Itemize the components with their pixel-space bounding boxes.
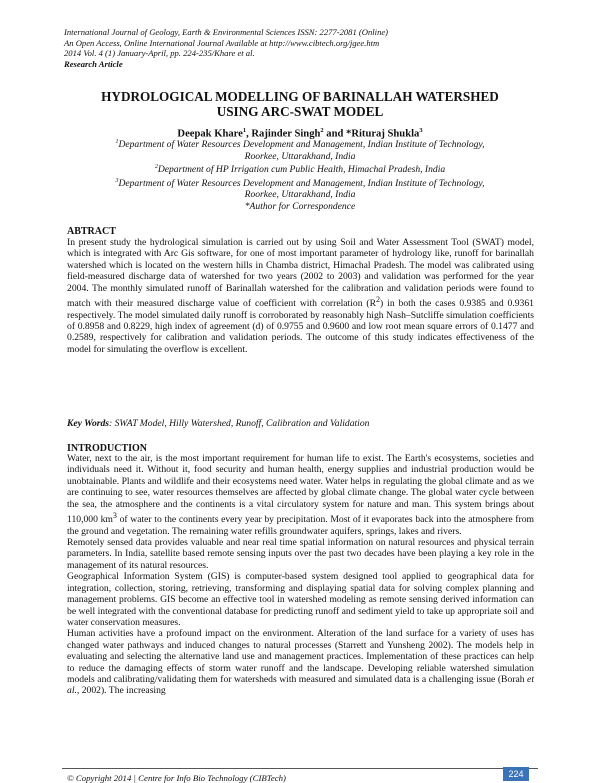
author-affil-mark: 3 xyxy=(419,127,423,134)
footer-divider xyxy=(62,768,538,769)
paragraph: Geographical Information System (GIS) is computer-based system designed tool applied to geographical data for integration, collection, storing, retrieving, transforming and displaying spatial data for solving complex planning and management problems. GIS become an effective tool in watershed modeling as remote sensing derived information can be well integrated with the conventional database for predicting runoff and sediment yield to take up appropriate soil and water conservation measures. xyxy=(67,571,534,628)
affil-mark: 1 xyxy=(115,139,119,145)
author-name: Deepak Khare xyxy=(177,128,243,140)
paragraph-text: 2002). The increasing xyxy=(79,685,166,697)
superscript: 2 xyxy=(376,295,381,305)
affiliation-3: Department of Water Resources Development and Management, Indian Institute of Technology, xyxy=(118,177,485,189)
journal-title: International Journal of Geology, Earth & Environmental Sciences ISSN: 2277-2081 (Online) xyxy=(64,27,389,37)
journal-volume: 2014 Vol. 4 (1) January-April, pp. 224-235/Khare et al. xyxy=(64,48,255,59)
affiliation-1: Department of Water Resources Development and Management, Indian Institute of Technology, xyxy=(118,139,485,151)
paragraph-emphasis: et al., xyxy=(67,673,534,697)
abstract-body xyxy=(67,237,534,355)
footer-copyright: © Copyright 2014 | Centre for Info Bio Technology (CIBTech) xyxy=(67,773,286,783)
author-separator: , xyxy=(246,128,252,140)
keywords-text: : SWAT Model, Hilly Watershed, Runoff, Calibration and Validation xyxy=(109,418,370,429)
page-number: 224 xyxy=(503,767,529,781)
article-type: Research Article xyxy=(64,58,123,69)
abstract-text: ) in both the cases 0.9385 and 0.9361 respectively. The model simulated daily runoff is corroborated by reasonably high Nash–Sutcliffe simulation coefficients of 0.8958 and 0.8229, high index of agreement (d) of 0.9755 and 0.9600 and low root mean square errors of 0.1477 and 0.2589, respectively for calibration and validation periods. The outcome of this study indicates effectiveness of the model for simulating the overflow is excellent. xyxy=(67,298,534,355)
keywords xyxy=(67,418,534,429)
title-line-1: HYDROLOGICAL MODELLING OF BARINALLAH WATERSHED xyxy=(101,89,499,104)
title-line-2: USING ARC-SWAT MODEL xyxy=(216,104,384,119)
paragraph-text: of water to the continents every year by precipitation. Most of it evaporates back into the atmosphere from the ground and vegetation. The remaining water refills groundwater aquifers, springs, lakes and rivers. xyxy=(67,514,534,537)
paragraph xyxy=(67,628,534,696)
abstract-text: In present study the hydrological simulation is carried out by using Soil and Water Assessment Tool (SWAT) model, which is integrated with Arc Gis software, for one of most important parameter of hydrology like, runoff for barinallah watershed which is located on the western hills in Chamba district, Himachal Pradesh. The model was calibrated using field-measured discharge data of watershed for two years (2002 to 2003) and validation was performed for the year 2004. The monthly simulated runoff of Barinallah watershed for the calibration and validation periods were found to match with their measured discharge value of coefficient with correlation (R xyxy=(67,237,534,310)
superscript: 3 xyxy=(112,511,117,521)
affiliations xyxy=(66,137,534,212)
author-affil-mark: 2 xyxy=(320,127,324,134)
paragraph: Remotely sensed data provides valuable and near real time spatial information on natural resources and physical terrain parameters. In India, satellite based remote sensing inputs over the past two decades have been playing a key role in the management of its natural resources. xyxy=(67,537,534,571)
journal-availability: An Open Access, Online International Journal Available at http://www.cibtech.org/jgee.htm xyxy=(64,37,380,48)
affil-mark: 2 xyxy=(154,164,158,170)
paragraph-text: Human activities have a profound impact on the environment. Alteration of the land surface for a variety of uses has changed water pathways and induced changes to natural processes (Starrett and Yunsheng 2002). The models help in evaluating and selecting the alternative land use and management practices. Implementation of these practices can help to reduce the damaging effects of storm water runoff and the landscape. Developing reliable watershed simulation models and calibrating/validating them for watersheds with measured and simulated data is a challenging issue (Borah xyxy=(67,628,534,685)
introduction-body xyxy=(67,453,534,697)
affiliation-1-location: Roorkee, Uttarakhand, India xyxy=(244,150,356,162)
paragraph xyxy=(67,453,534,537)
author-name: Rituraj Shukla xyxy=(351,128,420,140)
affiliation-2: Department of HP Irrigation cum Public Health, Himachal Pradesh, India xyxy=(157,164,446,176)
journal-header xyxy=(64,27,544,69)
affiliation-3-location: Roorkee, Uttarakhand, India xyxy=(244,189,356,201)
keywords-label: Key Words xyxy=(67,418,110,429)
affil-mark: 3 xyxy=(115,177,119,184)
author-separator: and * xyxy=(323,128,352,140)
introduction-heading: INTRODUCTION xyxy=(67,443,148,454)
correspondence-note: *Author for Correspondence xyxy=(244,200,356,212)
paper-title xyxy=(60,89,540,119)
abstract-heading: ABTRACT xyxy=(67,226,116,237)
author-name: Rajinder Singh xyxy=(251,128,321,140)
paragraph-text: Water, next to the air, is the most important requirement for human life to exist. The Earth's ecosystems, societies and individuals need it. Without it, food security and human health, energy supplies and industrial production would be unobtainable. Plants and wildlife and their ecosystems need water. Water helps in regulating the global climate and as we are continuing to see, water resources themselves are affected by global climate change. The global water cycle between the sea, the atmosphere and the continents is a vital circulatory system for nature and man. This system brings about 110,000 km xyxy=(67,453,534,526)
author-affil-mark: 1 xyxy=(242,127,247,134)
